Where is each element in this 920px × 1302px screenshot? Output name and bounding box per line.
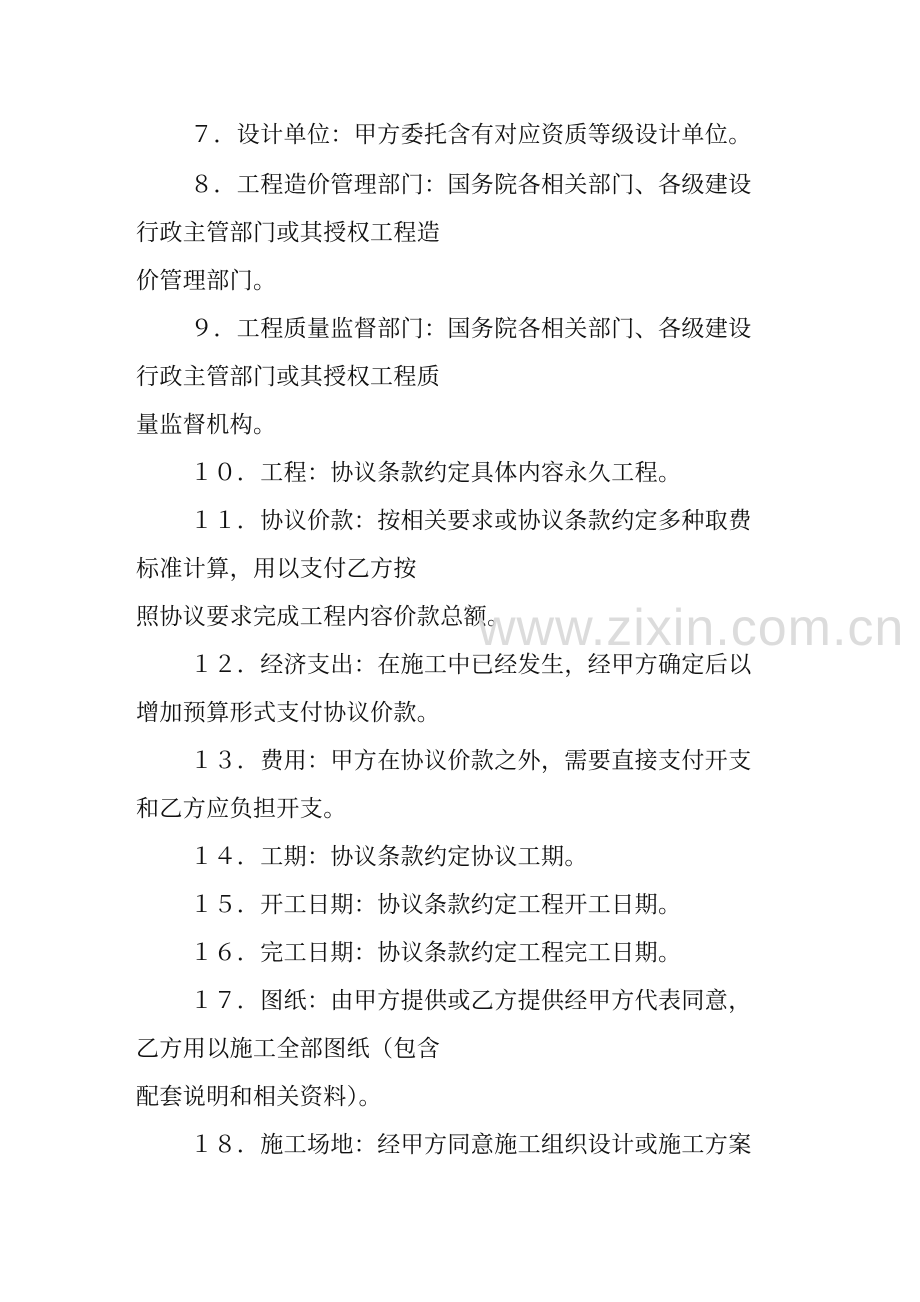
- paragraph-8-line-2: 行政主管部门或其授权工程造: [136, 220, 441, 246]
- paragraph-13-line-1: １３．费用：甲方在协议价款之外，需要直接支付开支: [190, 748, 752, 774]
- paragraph-8-line-3: 价管理部门。: [136, 268, 277, 294]
- paragraph-12-line-2: 增加预算形式支付协议价款。: [136, 700, 441, 726]
- paragraph-17-line-1: １７．图纸：由甲方提供或乙方提供经甲方代表同意，: [190, 988, 752, 1014]
- paragraph-8-line-1: ８．工程造价管理部门：国务院各相关部门、各级建设: [190, 172, 752, 198]
- paragraph-16-line-1: １６．完工日期：协议条款约定工程完工日期。: [190, 940, 682, 966]
- paragraph-11-line-3: 照协议要求完成工程内容价款总额。: [136, 604, 511, 630]
- paragraph-9-line-1: ９．工程质量监督部门：国务院各相关部门、各级建设: [190, 316, 752, 342]
- paragraph-9-line-3: 量监督机构。: [136, 412, 277, 438]
- paragraph-13-line-2: 和乙方应负担开支。: [136, 796, 347, 822]
- paragraph-18-line-1: １８．施工场地：经甲方同意施工组织设计或施工方案: [190, 1132, 752, 1158]
- paragraph-12-line-1: １２．经济支出：在施工中已经发生，经甲方确定后以: [190, 652, 752, 678]
- paragraph-14-line-1: １４．工期：协议条款约定协议工期。: [190, 844, 588, 870]
- paragraph-17-line-3: 配套说明和相关资料）。: [136, 1084, 382, 1110]
- paragraph-10-line-1: １０．工程：协议条款约定具体内容永久工程。: [190, 460, 682, 486]
- paragraph-9-line-2: 行政主管部门或其授权工程质: [136, 364, 441, 390]
- watermark-text: www.zixin.com.cn: [478, 599, 905, 657]
- paragraph-7-line-1: ７．设计单位：甲方委托含有对应资质等级设计单位。: [190, 122, 752, 148]
- paragraph-11-line-2: 标准计算，用以支付乙方按: [136, 556, 417, 582]
- paragraph-17-line-2: 乙方用以施工全部图纸（包含: [136, 1036, 441, 1062]
- paragraph-15-line-1: １５．开工日期：协议条款约定工程开工日期。: [190, 892, 682, 918]
- paragraph-11-line-1: １１．协议价款：按相关要求或协议条款约定多种取费: [190, 508, 752, 534]
